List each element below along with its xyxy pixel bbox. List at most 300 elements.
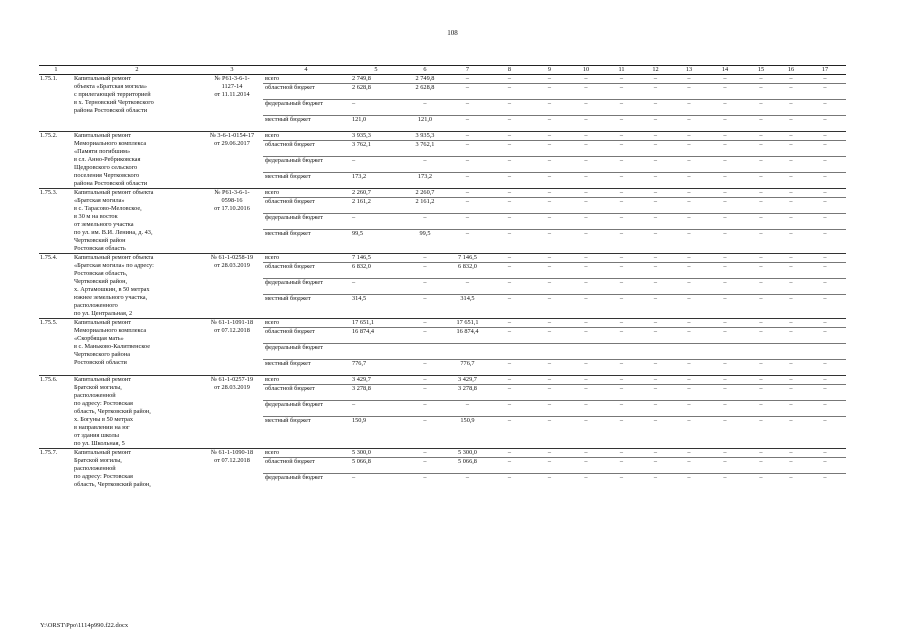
amount-cell: –: [672, 157, 706, 173]
column-number: 9: [531, 66, 568, 75]
item-name-line: «Братская могила» по адресу:: [74, 262, 154, 269]
amount-cell: –: [744, 474, 778, 490]
amount-cell: –: [706, 214, 744, 230]
amount-cell: –: [488, 116, 531, 132]
amount-cell: –: [531, 132, 568, 141]
amount-cell: –: [804, 449, 846, 458]
document-line: № 61-1-0258-19: [210, 254, 254, 261]
item-name-line: в с. Тарасово-Меловское,: [74, 205, 142, 212]
amount-cell: –: [744, 132, 778, 141]
amount-cell: –: [706, 254, 744, 263]
amount-cell: –: [639, 279, 672, 295]
amount-cell: –: [744, 254, 778, 263]
amount-cell: –: [447, 198, 488, 214]
amount-cell: [706, 344, 744, 360]
amount-cell: 3 429,7: [447, 376, 488, 385]
amount-cell: –: [706, 100, 744, 116]
amount-cell: –: [403, 328, 447, 344]
amount-cell: –: [744, 116, 778, 132]
amount-cell: –: [568, 417, 604, 449]
amount-cell: –: [531, 328, 568, 344]
amount-cell: –: [604, 263, 639, 279]
funding-source: всего: [263, 254, 349, 263]
amount-cell: –: [706, 157, 744, 173]
amount-cell: –: [531, 376, 568, 385]
page-number: 108: [447, 29, 458, 37]
document-line: № 61-1-1090-18: [210, 449, 254, 456]
amount-cell: 2 260,7: [349, 189, 403, 198]
amount-cell: –: [604, 141, 639, 157]
amount-cell: –: [778, 189, 804, 198]
amount-cell: –: [447, 214, 488, 230]
amount-cell: –: [639, 319, 672, 328]
item-name-line: в направлении на юг: [74, 424, 130, 431]
amount-cell: –: [531, 100, 568, 116]
amount-cell: –: [706, 141, 744, 157]
amount-cell: 2 161,2: [403, 198, 447, 214]
amount-cell: –: [744, 263, 778, 279]
table-row: [39, 189, 846, 198]
amount-cell: 314,5: [349, 295, 403, 319]
item-name-line: Мемориального комплекса: [74, 140, 147, 147]
amount-cell: 5 300,0: [349, 449, 403, 458]
funding-source: федеральный бюджет: [263, 474, 349, 490]
amount-cell: –: [672, 417, 706, 449]
amount-cell: –: [568, 474, 604, 490]
amount-cell: –: [639, 417, 672, 449]
document-reference: [201, 319, 263, 376]
funding-source: областной бюджет: [263, 198, 349, 214]
amount-cell: –: [488, 173, 531, 189]
document-line: от 07.12.2018: [214, 327, 250, 334]
amount-cell: –: [568, 230, 604, 254]
item-name: [73, 75, 201, 132]
amount-cell: –: [568, 449, 604, 458]
amount-cell: –: [744, 214, 778, 230]
amount-cell: –: [706, 449, 744, 458]
amount-cell: –: [672, 474, 706, 490]
amount-cell: –: [639, 360, 672, 376]
amount-cell: 2 260,7: [403, 189, 447, 198]
amount-cell: –: [568, 401, 604, 417]
item-name-line: в с. Маньково-Калитвенское: [74, 343, 151, 350]
column-number: 14: [706, 66, 744, 75]
amount-cell: –: [568, 116, 604, 132]
amount-cell: –: [804, 474, 846, 490]
item-name-line: Капитальный ремонт объекта: [74, 254, 154, 261]
amount-cell: –: [568, 458, 604, 474]
amount-cell: –: [488, 157, 531, 173]
funding-source: областной бюджет: [263, 328, 349, 344]
column-number: 5: [349, 66, 403, 75]
amount-cell: –: [531, 214, 568, 230]
funding-source: местный бюджет: [263, 116, 349, 132]
amount-cell: –: [531, 458, 568, 474]
item-name-line: Капитальный ремонт: [74, 75, 132, 82]
amount-cell: –: [744, 319, 778, 328]
item-name-line: расположенной: [74, 465, 116, 472]
amount-cell: –: [672, 84, 706, 100]
column-number: 7: [447, 66, 488, 75]
amount-cell: [403, 344, 447, 360]
amount-cell: –: [639, 214, 672, 230]
amount-cell: –: [488, 132, 531, 141]
amount-cell: –: [804, 173, 846, 189]
item-name-line: Ростовская область,: [74, 270, 128, 277]
amount-cell: –: [778, 376, 804, 385]
amount-cell: –: [531, 295, 568, 319]
item-number: 1.75.3.: [39, 189, 73, 254]
amount-cell: –: [804, 279, 846, 295]
amount-cell: –: [604, 230, 639, 254]
amount-cell: –: [639, 474, 672, 490]
funding-source: всего: [263, 132, 349, 141]
amount-cell: –: [706, 360, 744, 376]
item-name-line: расположенной: [74, 392, 116, 399]
funding-source: областной бюджет: [263, 385, 349, 401]
amount-cell: –: [639, 230, 672, 254]
amount-cell: –: [568, 157, 604, 173]
amount-cell: –: [804, 401, 846, 417]
item-name-line: района Ростовской области: [74, 107, 148, 114]
amount-cell: –: [349, 157, 403, 173]
amount-cell: –: [639, 376, 672, 385]
item-name-line: «Братская могила»: [74, 197, 125, 204]
amount-cell: –: [672, 376, 706, 385]
amount-cell: –: [804, 254, 846, 263]
column-number: 1: [39, 66, 73, 75]
item-name-line: по ул. Центральная, 2: [74, 310, 133, 317]
document-line: № Р61-3-6-1-: [214, 75, 250, 82]
amount-cell: –: [531, 417, 568, 449]
amount-cell: –: [639, 458, 672, 474]
amount-cell: –: [804, 263, 846, 279]
table-row: [39, 254, 846, 263]
item-name-line: по адресу: Ростовская: [74, 400, 133, 407]
amount-cell: –: [706, 319, 744, 328]
funding-source: областной бюджет: [263, 141, 349, 157]
amount-cell: –: [447, 474, 488, 490]
amount-cell: 173,2: [349, 173, 403, 189]
funding-source: федеральный бюджет: [263, 344, 349, 360]
amount-cell: –: [604, 449, 639, 458]
amount-cell: –: [804, 198, 846, 214]
amount-cell: –: [488, 279, 531, 295]
amount-cell: –: [778, 401, 804, 417]
item-name: [73, 319, 201, 376]
document-reference: [201, 132, 263, 189]
amount-cell: –: [744, 458, 778, 474]
amount-cell: –: [447, 100, 488, 116]
amount-cell: –: [706, 458, 744, 474]
amount-cell: –: [639, 449, 672, 458]
amount-cell: –: [804, 458, 846, 474]
item-name-line: Капитальный ремонт: [74, 319, 132, 326]
amount-cell: –: [488, 100, 531, 116]
amount-cell: [672, 344, 706, 360]
column-number: 4: [263, 66, 349, 75]
item-name-line: района Ростовской области: [74, 180, 148, 187]
amount-cell: 16 874,4: [349, 328, 403, 344]
amount-cell: –: [706, 189, 744, 198]
document-reference: [201, 449, 263, 490]
amount-cell: –: [568, 360, 604, 376]
item-name-line: Ростовской области: [74, 359, 127, 366]
amount-cell: –: [568, 279, 604, 295]
funding-source: федеральный бюджет: [263, 401, 349, 417]
amount-cell: –: [531, 474, 568, 490]
amount-cell: 7 146,5: [349, 254, 403, 263]
amount-cell: 2 628,8: [349, 84, 403, 100]
amount-cell: –: [804, 360, 846, 376]
amount-cell: –: [604, 385, 639, 401]
amount-cell: –: [488, 319, 531, 328]
document-reference: [201, 189, 263, 254]
amount-cell: –: [447, 132, 488, 141]
amount-cell: –: [639, 198, 672, 214]
amount-cell: –: [604, 458, 639, 474]
amount-cell: –: [447, 141, 488, 157]
amount-cell: –: [488, 75, 531, 84]
amount-cell: –: [672, 116, 706, 132]
amount-cell: –: [778, 474, 804, 490]
amount-cell: –: [488, 198, 531, 214]
amount-cell: –: [531, 230, 568, 254]
amount-cell: –: [744, 376, 778, 385]
amount-cell: –: [639, 116, 672, 132]
amount-cell: –: [568, 214, 604, 230]
amount-cell: –: [403, 376, 447, 385]
amount-cell: –: [744, 173, 778, 189]
amount-cell: –: [672, 141, 706, 157]
amount-cell: –: [804, 319, 846, 328]
table-row: [39, 319, 846, 328]
amount-cell: –: [604, 279, 639, 295]
amount-cell: –: [488, 263, 531, 279]
item-name-line: от земельного участка: [74, 221, 134, 228]
amount-cell: –: [672, 279, 706, 295]
amount-cell: –: [778, 75, 804, 84]
item-number: 1.75.6.: [39, 376, 73, 449]
amount-cell: –: [639, 254, 672, 263]
amount-cell: –: [744, 198, 778, 214]
funding-source: всего: [263, 319, 349, 328]
amount-cell: 121,0: [349, 116, 403, 132]
file-path-footer: Y:\ORST\Ppo\1114p990.f22.docx: [40, 622, 129, 629]
amount-cell: –: [672, 319, 706, 328]
amount-cell: –: [568, 263, 604, 279]
item-name: [73, 189, 201, 254]
amount-cell: –: [778, 157, 804, 173]
amount-cell: –: [531, 401, 568, 417]
amount-cell: 121,0: [403, 116, 447, 132]
document-line: от 28.03.2019: [214, 262, 250, 269]
item-name-line: Чертковский район,: [74, 278, 128, 285]
amount-cell: –: [488, 417, 531, 449]
amount-cell: –: [531, 116, 568, 132]
amount-cell: –: [488, 214, 531, 230]
amount-cell: –: [531, 279, 568, 295]
item-name-line: Капитальный ремонт: [74, 376, 132, 383]
funding-source: областной бюджет: [263, 84, 349, 100]
amount-cell: –: [804, 230, 846, 254]
amount-cell: –: [531, 254, 568, 263]
amount-cell: –: [403, 157, 447, 173]
item-name-line: в 30 м на восток: [74, 213, 118, 220]
amount-cell: 2 749,8: [403, 75, 447, 84]
amount-cell: 17 651,1: [349, 319, 403, 328]
amount-cell: –: [488, 189, 531, 198]
amount-cell: –: [778, 100, 804, 116]
amount-cell: –: [403, 360, 447, 376]
amount-cell: –: [744, 75, 778, 84]
amount-cell: –: [672, 328, 706, 344]
amount-cell: –: [706, 376, 744, 385]
amount-cell: –: [403, 417, 447, 449]
amount-cell: –: [488, 449, 531, 458]
item-name-line: Щедровского сельского: [74, 164, 138, 171]
amount-cell: –: [778, 449, 804, 458]
item-name-line: Чертковского района: [74, 351, 130, 358]
amount-cell: [639, 344, 672, 360]
amount-cell: –: [488, 385, 531, 401]
amount-cell: –: [672, 458, 706, 474]
amount-cell: –: [568, 141, 604, 157]
amount-cell: –: [531, 157, 568, 173]
amount-cell: –: [488, 401, 531, 417]
document-reference: [201, 376, 263, 449]
amount-cell: –: [349, 401, 403, 417]
amount-cell: –: [804, 189, 846, 198]
amount-cell: 17 651,1: [447, 319, 488, 328]
amount-cell: –: [706, 132, 744, 141]
amount-cell: [568, 344, 604, 360]
amount-cell: –: [639, 100, 672, 116]
column-number: 3: [201, 66, 263, 75]
amount-cell: –: [531, 198, 568, 214]
item-name-line: с прилегающей территорией: [74, 91, 151, 98]
amount-cell: –: [778, 360, 804, 376]
funding-source: местный бюджет: [263, 295, 349, 319]
amount-cell: –: [488, 376, 531, 385]
item-name: [73, 376, 201, 449]
amount-cell: –: [568, 84, 604, 100]
amount-cell: –: [778, 173, 804, 189]
amount-cell: 5 066,8: [349, 458, 403, 474]
amount-cell: –: [447, 75, 488, 84]
amount-cell: –: [804, 84, 846, 100]
item-name-line: х. Артамошкин, в 50 метрах: [74, 286, 150, 293]
amount-cell: –: [804, 116, 846, 132]
amount-cell: –: [531, 360, 568, 376]
amount-cell: 173,2: [403, 173, 447, 189]
amount-cell: –: [403, 474, 447, 490]
item-name-line: Мемориального комплекса: [74, 327, 147, 334]
item-name-line: область, Чертковский район,: [74, 408, 151, 415]
funding-source: всего: [263, 75, 349, 84]
table-row: [39, 449, 846, 458]
amount-cell: –: [778, 198, 804, 214]
item-name-line: «Скорбящая мать»: [74, 335, 124, 342]
amount-cell: –: [639, 75, 672, 84]
funding-source: федеральный бюджет: [263, 100, 349, 116]
funding-source: всего: [263, 376, 349, 385]
item-name-line: Капитальный ремонт: [74, 132, 132, 139]
amount-cell: –: [639, 328, 672, 344]
amount-cell: –: [639, 189, 672, 198]
amount-cell: 16 874,4: [447, 328, 488, 344]
amount-cell: –: [639, 401, 672, 417]
amount-cell: –: [744, 157, 778, 173]
amount-cell: 99,5: [349, 230, 403, 254]
amount-cell: –: [706, 417, 744, 449]
item-name-line: объекта «Братская могила»: [74, 83, 147, 90]
amount-cell: –: [744, 84, 778, 100]
amount-cell: –: [778, 84, 804, 100]
item-name-line: «Памяти погибшим»: [74, 148, 131, 155]
item-name-line: Чертковский район: [74, 237, 126, 244]
amount-cell: –: [778, 132, 804, 141]
amount-cell: –: [706, 263, 744, 279]
amount-cell: –: [531, 141, 568, 157]
amount-cell: 150,9: [349, 417, 403, 449]
table-row: [39, 376, 846, 385]
amount-cell: –: [568, 75, 604, 84]
amount-cell: 776,7: [447, 360, 488, 376]
funding-source: федеральный бюджет: [263, 157, 349, 173]
amount-cell: –: [568, 100, 604, 116]
amount-cell: [531, 344, 568, 360]
item-name: [73, 254, 201, 319]
amount-cell: –: [488, 328, 531, 344]
document-line: № Р61-3-6-1-: [214, 189, 250, 196]
amount-cell: –: [639, 157, 672, 173]
item-name-line: южнее земельного участка,: [74, 294, 148, 301]
item-name-line: в х. Терновский Чертковского: [74, 99, 154, 106]
amount-cell: –: [744, 100, 778, 116]
amount-cell: –: [778, 385, 804, 401]
amount-cell: –: [778, 214, 804, 230]
amount-cell: 2 628,8: [403, 84, 447, 100]
amount-cell: –: [804, 157, 846, 173]
amount-cell: –: [778, 319, 804, 328]
amount-cell: –: [488, 141, 531, 157]
amount-cell: 2 161,2: [349, 198, 403, 214]
document-line: от 11.11.2014: [214, 91, 250, 98]
amount-cell: –: [744, 401, 778, 417]
amount-cell: –: [531, 385, 568, 401]
table-row: [39, 75, 846, 84]
program-table: [39, 65, 846, 490]
amount-cell: 6 832,0: [349, 263, 403, 279]
item-name-line: в сл. Анно-Ребриковская: [74, 156, 141, 163]
amount-cell: –: [639, 385, 672, 401]
amount-cell: –: [568, 319, 604, 328]
amount-cell: –: [778, 116, 804, 132]
amount-cell: –: [672, 189, 706, 198]
amount-cell: –: [706, 230, 744, 254]
table-row: [39, 132, 846, 141]
amount-cell: –: [706, 295, 744, 319]
amount-cell: –: [568, 132, 604, 141]
item-name-line: Братской могилы,: [74, 384, 122, 391]
document-line: № 61-1-1091-18: [210, 319, 254, 326]
amount-cell: –: [531, 449, 568, 458]
amount-cell: –: [804, 328, 846, 344]
amount-cell: –: [706, 328, 744, 344]
amount-cell: –: [744, 295, 778, 319]
amount-cell: –: [531, 173, 568, 189]
